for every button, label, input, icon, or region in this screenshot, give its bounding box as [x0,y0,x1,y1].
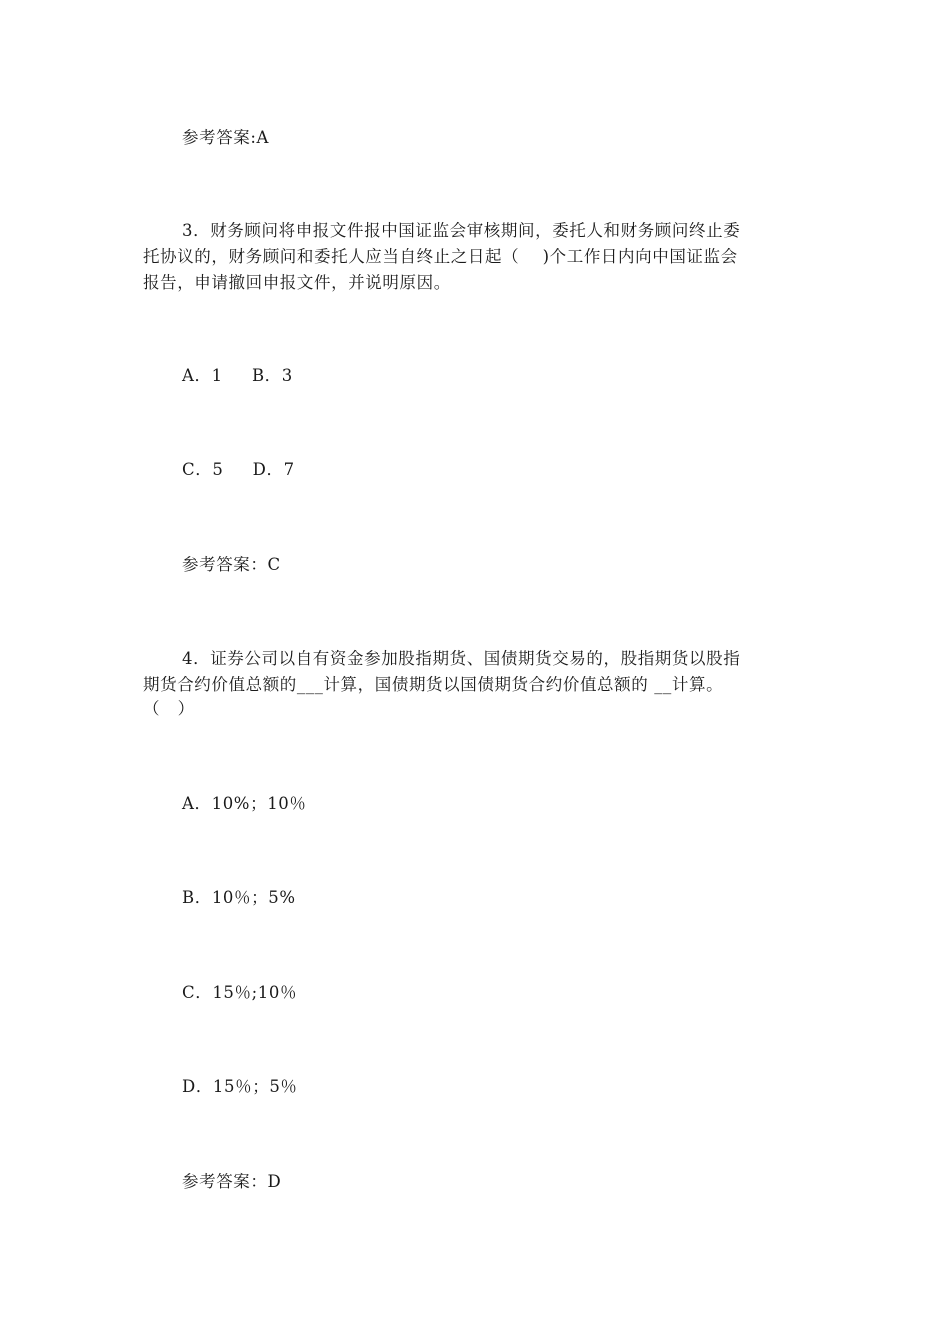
q4-line1: 4．证券公司以自有资金参加股指期货、国债期货交易的，股指期货以股指 [182,649,741,668]
q3-line3: 报告，申请撤回申报文件，并说明原因。 [143,273,451,292]
q4-option-a: A．10%；10％ [182,794,307,813]
q4-line3: （ ） [143,699,195,718]
q4-option-b: B．10％；5% [182,888,296,907]
q3-answer: 参考答案：C [182,555,281,574]
q3-options-row1: A．1 B．3 [182,366,293,385]
q4-answer: 参考答案：D [182,1172,282,1191]
q4-option-d: D．15％；5％ [182,1077,298,1096]
q3-line1: 3．财务顾问将申报文件报中国证监会审核期间，委托人和财务顾问终止委 [182,221,741,240]
q3-line2: 托协议的，财务顾问和委托人应当自终止之日起（ )个工作日内向中国证监会 [143,247,738,266]
q3-options-row2: C．5 D．7 [182,460,295,479]
answer-prev: 参考答案:A [182,128,270,147]
q4-line2: 期货合约价值总额的___计算，国债期货以国债期货合约价值总额的 __计算。 [143,675,724,694]
q4-option-c: C．15％;10％ [182,983,298,1002]
